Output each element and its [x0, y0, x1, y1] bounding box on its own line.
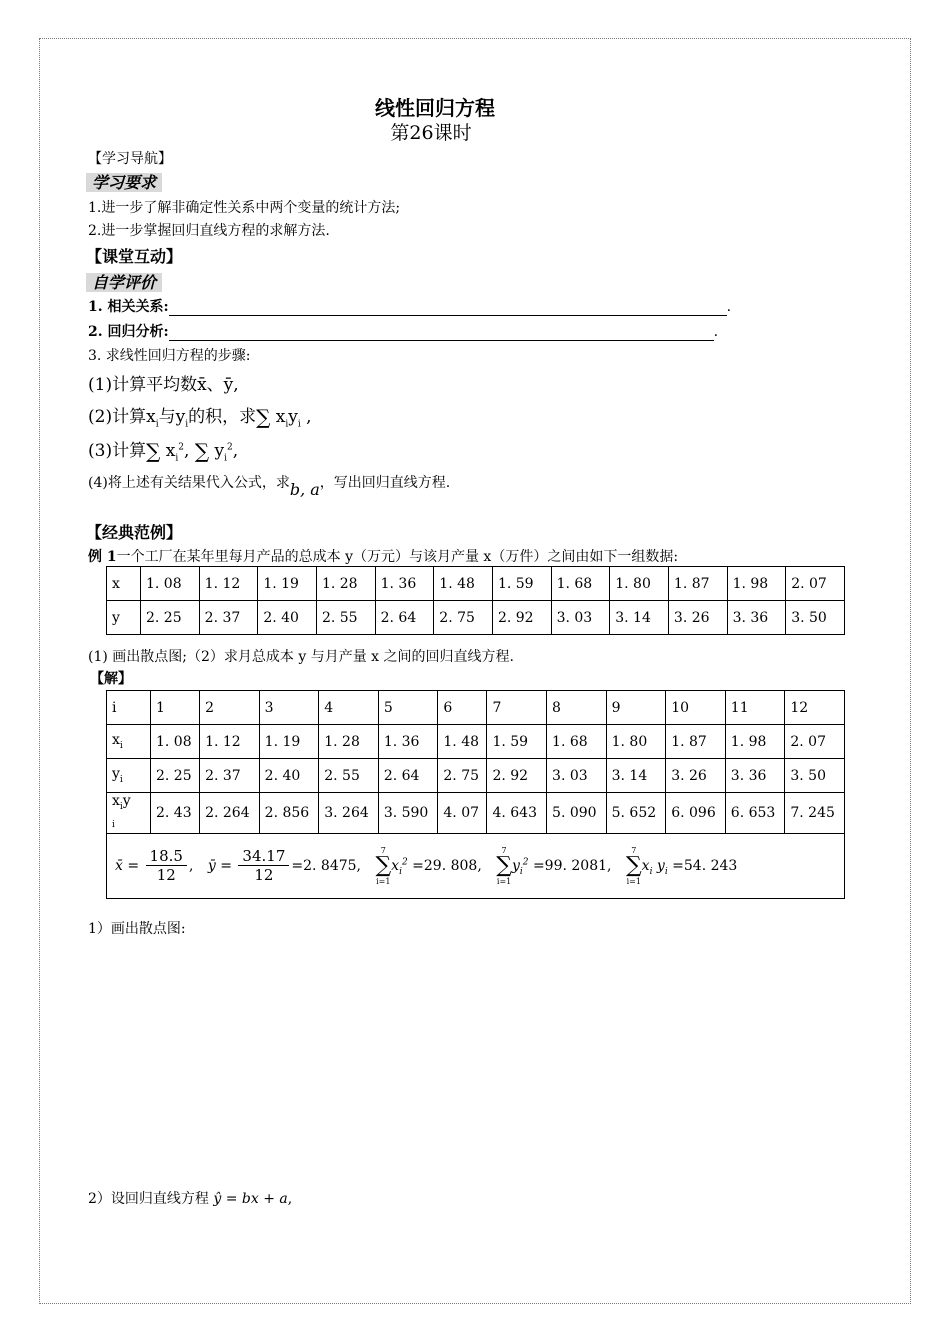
table-cell: 3. 03	[547, 759, 607, 793]
table-cell: 1. 19	[259, 725, 319, 759]
table-cell: 2. 07	[785, 725, 845, 759]
solution-table	[106, 690, 845, 899]
sum-y2-sigma: 7 ∑ i=1	[496, 845, 512, 886]
table-cell: 1. 68	[551, 567, 610, 601]
table-cell: 2. 37	[200, 759, 260, 793]
table-cell: 7	[487, 691, 547, 725]
table-cell: 1. 48	[438, 725, 487, 759]
table-row-yi	[107, 759, 845, 793]
table-cell: 2. 37	[199, 601, 258, 635]
part-1-label: 1）画出散点图:	[88, 921, 186, 937]
table-cell: 1. 28	[319, 725, 379, 759]
question-1: 1. 相关关系: .	[88, 299, 732, 315]
table-cell: 9	[606, 691, 666, 725]
table-cell: 3. 50	[785, 759, 845, 793]
table-cell: 2. 64	[375, 601, 434, 635]
table-cell: 1. 98	[725, 725, 785, 759]
table-cell: 1. 80	[610, 567, 669, 601]
table-cell: 6. 653	[725, 793, 785, 834]
table-cell: 1. 59	[492, 567, 551, 601]
scatter-plot-area[interactable]	[100, 945, 840, 1165]
table-cell: 3. 264	[319, 793, 379, 834]
table-cell: 5	[378, 691, 438, 725]
requirement-2: 2.进一步掌握回归直线方程的求解方法.	[88, 223, 330, 239]
table-cell: 4. 07	[438, 793, 487, 834]
requirement-1: 1.进一步了解非确定性关系中两个变量的统计方法;	[88, 200, 401, 216]
steps-intro: 3. 求线性回归方程的步骤:	[88, 348, 251, 364]
table-cell: 3. 36	[725, 759, 785, 793]
table-cell: 1. 28	[316, 567, 375, 601]
table-cell: 2. 55	[319, 759, 379, 793]
table-cell: 2. 264	[200, 793, 260, 834]
table-cell: 1. 87	[668, 567, 727, 601]
summary-formulas: x̄ = $\frac{18.5}{12}$ , ȳ = $\frac{34.17}{12}$ =2. 8475, 7 ∑ i=1 $x_i^2 =29$. 808, 7 ∑ i=1 $y_i^2 =99$. 2081, 7 ∑ i=1 $x_i$ $y_i =54$. 243	[107, 833, 845, 898]
table-row-x	[107, 567, 845, 601]
table-cell: 1. 68	[547, 725, 607, 759]
table-cell: 1. 87	[666, 725, 726, 759]
row-header-x: x	[107, 567, 141, 601]
table-cell: 3. 14	[610, 601, 669, 635]
table-cell: 1. 98	[727, 567, 786, 601]
solution-label: 【解】	[90, 671, 132, 687]
table-cell: 3. 14	[606, 759, 666, 793]
table-cell: 1. 08	[141, 567, 200, 601]
answer-blank-2[interactable]	[169, 326, 714, 341]
table-row-xiyi	[107, 793, 845, 834]
table-cell: 1. 80	[606, 725, 666, 759]
table-cell: 10	[666, 691, 726, 725]
table-cell: 1. 08	[151, 725, 200, 759]
table-cell: 2. 64	[378, 759, 438, 793]
table-cell: 2. 40	[258, 601, 317, 635]
table-cell: 2. 55	[316, 601, 375, 635]
table-cell: 1. 36	[378, 725, 438, 759]
table-cell: 2	[200, 691, 260, 725]
requirements-label: 学习要求	[86, 170, 162, 193]
table-cell: 3. 590	[378, 793, 438, 834]
table-cell: 1. 59	[487, 725, 547, 759]
page-title: 线性回归方程	[375, 96, 495, 120]
table-cell: 7. 245	[785, 793, 845, 834]
table-cell: 1	[151, 691, 200, 725]
table-row-i	[107, 691, 845, 725]
table-cell: 4	[319, 691, 379, 725]
step-2: (2)计算$x_i$与$y_i$的积，求∑ $x_iy_i$ ,	[88, 405, 312, 430]
table-row-y	[107, 601, 845, 635]
nav-heading: 【学习导航】	[88, 151, 172, 167]
table-cell: 5. 090	[547, 793, 607, 834]
table-row-xi	[107, 725, 845, 759]
table-cell: 3. 36	[727, 601, 786, 635]
self-study-label: 自学评价	[86, 270, 162, 293]
table-cell: 3. 26	[668, 601, 727, 635]
xbar-fraction: $\frac{18.5}{12}$	[146, 847, 187, 884]
example-questions: (1) 画出散点图;（2）求月总成本 y 与月产量 x 之间的回归直线方程.	[88, 649, 514, 665]
table-row-summary	[107, 833, 845, 898]
table-cell: 4. 643	[487, 793, 547, 834]
sum-x2-sigma: 7 ∑ i=1	[375, 845, 392, 886]
table-cell: 11	[725, 691, 785, 725]
table-cell: 3. 03	[551, 601, 610, 635]
table-cell: 2. 92	[487, 759, 547, 793]
table-cell: 2. 75	[434, 601, 493, 635]
example-1-text: 例 1一个工厂在某年里每月产品的总成本 y（万元）与该月产量 x（万件）之间由如下一组数据:	[88, 549, 679, 565]
examples-heading: 【经典范例】	[86, 523, 183, 542]
question-2: 2. 回归分析: .	[88, 324, 719, 340]
table-cell: 2. 43	[151, 793, 200, 834]
table-cell: 1. 48	[434, 567, 493, 601]
table-cell: 2. 07	[786, 567, 845, 601]
part-2-label: 2）设回归直线方程 ŷ = bx + a,	[88, 1191, 293, 1207]
table-cell: 2. 92	[492, 601, 551, 635]
row-header-xiyi: $x_iy$ i	[107, 793, 151, 834]
table-cell: 2. 25	[151, 759, 200, 793]
table-cell: 3	[259, 691, 319, 725]
ybar-fraction: $\frac{34.17}{12}$	[238, 847, 289, 884]
table-cell: 2. 25	[141, 601, 200, 635]
table-cell: 8	[547, 691, 607, 725]
table-cell: 6. 096	[666, 793, 726, 834]
answer-blank-1[interactable]	[169, 301, 727, 316]
table-cell: 5. 652	[606, 793, 666, 834]
table-cell: 2. 856	[259, 793, 319, 834]
table-cell: 3. 26	[666, 759, 726, 793]
table-cell: 1. 19	[258, 567, 317, 601]
lesson-number: 第26课时	[390, 122, 472, 144]
row-header-yi: $y_i$	[107, 759, 151, 793]
step-3: (3)计算∑ $x_i^2$, ∑ $y_i^2$,	[88, 439, 239, 464]
data-table	[106, 566, 845, 635]
table-cell: 1. 12	[199, 567, 258, 601]
classroom-heading: 【课堂互动】	[86, 247, 183, 266]
sum-xy-sigma: 7 ∑ i=1	[625, 845, 642, 886]
table-cell: 6	[438, 691, 487, 725]
table-cell: 12	[785, 691, 845, 725]
row-header-i: i	[107, 691, 151, 725]
row-header-y: y	[107, 601, 141, 635]
table-cell: 2. 75	[438, 759, 487, 793]
row-header-xi: $x_i$	[107, 725, 151, 759]
table-cell: 1. 12	[200, 725, 260, 759]
step-1: (1)计算平均数x̄、ȳ,	[88, 375, 239, 395]
table-cell: 2. 40	[259, 759, 319, 793]
table-cell: 3. 50	[786, 601, 845, 635]
table-cell: 1. 36	[375, 567, 434, 601]
step-4: (4)将上述有关结果代入公式，求b, a，写出回归直线方程.	[88, 475, 451, 499]
